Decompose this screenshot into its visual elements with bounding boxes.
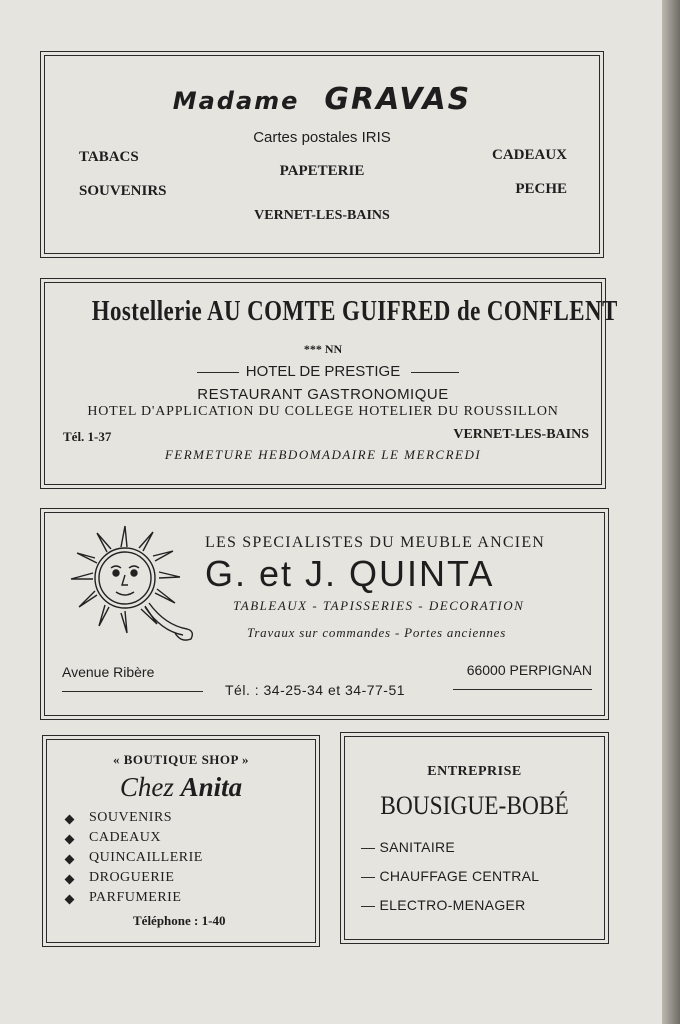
anita-name-second: Anita bbox=[180, 772, 243, 802]
hostellerie-phone: Tél. 1-37 bbox=[63, 429, 112, 444]
quinta-city: 66000 PERPIGNAN bbox=[466, 662, 592, 678]
hostellerie-hotel-line: HOTEL DE PRESTIGE bbox=[245, 363, 401, 380]
ad-quinta bbox=[40, 508, 609, 720]
bousigue-item-2: — CHAUFFAGE CENTRAL bbox=[361, 868, 540, 884]
diamond-bullet-icon bbox=[65, 855, 75, 865]
anita-item-1: SOUVENIRS bbox=[89, 810, 173, 825]
diamond-bullet-icon bbox=[65, 835, 75, 845]
anita-phone: Téléphone : 1-40 bbox=[133, 913, 226, 928]
quinta-phone: Tél. : 34-25-34 et 34-77-51 bbox=[225, 682, 406, 698]
sun-face-icon bbox=[65, 521, 197, 647]
gravas-right-item-1: CADEAUX bbox=[492, 147, 567, 163]
hostellerie-title: Hostellerie AU COMTE GUIFRED de CONFLENT bbox=[91, 296, 618, 327]
ad-madame-gravas bbox=[40, 51, 604, 258]
bousigue-item-3: — ELECTRO-MENAGER bbox=[361, 897, 526, 913]
bousigue-item-1: — SANITAIRE bbox=[361, 839, 456, 855]
anita-name-first: Chez bbox=[119, 772, 174, 802]
ad-bousigue-bobe bbox=[340, 732, 609, 944]
hostellerie-restaurant-line: RESTAURANT GASTRONOMIQUE bbox=[197, 386, 449, 403]
gravas-right-item-2: PECHE bbox=[515, 181, 567, 197]
gravas-left-item-2: SOUVENIRS bbox=[79, 183, 167, 199]
anita-item-3: QUINCAILLERIE bbox=[89, 850, 203, 865]
quinta-works: Travaux sur commandes - Portes anciennes bbox=[247, 625, 507, 640]
gravas-subtitle: Cartes postales IRIS bbox=[253, 129, 391, 146]
hostellerie-closing: FERMETURE HEBDOMADAIRE LE MERCREDI bbox=[164, 447, 482, 462]
bousigue-name: BOUSIGUE-BOBÉ bbox=[380, 791, 569, 820]
anita-item-2: CADEAUX bbox=[89, 830, 161, 845]
anita-item-5: PARFUMERIE bbox=[89, 890, 182, 905]
quinta-name: G. et J. QUINTA bbox=[205, 553, 495, 594]
anita-header: « BOUTIQUE SHOP » bbox=[113, 752, 249, 767]
hotel-rule-right bbox=[411, 372, 459, 373]
anita-name bbox=[43, 772, 319, 803]
gravas-left-item-1: TABACS bbox=[79, 149, 139, 165]
ad-chez-anita bbox=[42, 735, 320, 947]
diamond-bullet-icon bbox=[65, 815, 75, 825]
diamond-bullet-icon bbox=[65, 875, 75, 885]
gravas-title bbox=[41, 82, 603, 117]
gravas-center-item: PAPETERIE bbox=[279, 163, 365, 179]
hostellerie-college-line: HOTEL D'APPLICATION DU COLLEGE HOTELIER DU ROUSSILLON bbox=[87, 404, 559, 419]
hostellerie-location: VERNET-LES-BAINS bbox=[453, 427, 589, 442]
quinta-rule-right bbox=[453, 689, 592, 690]
anita-item-4: DROGUERIE bbox=[89, 870, 175, 885]
diamond-bullet-icon bbox=[65, 895, 75, 905]
bousigue-header: ENTREPRISE bbox=[427, 764, 522, 779]
ad-hostellerie bbox=[40, 278, 618, 489]
hostellerie-rating: *** NN bbox=[303, 342, 343, 356]
gravas-location: VERNET-LES-BAINS bbox=[254, 208, 390, 223]
quinta-tagline: LES SPECIALISTES DU MEUBLE ANCIEN bbox=[205, 534, 546, 551]
quinta-rule-left bbox=[62, 691, 203, 692]
quinta-services: TABLEAUX - TAPISSERIES - DECORATION bbox=[233, 598, 525, 613]
gravas-title-second: GRAVAS bbox=[324, 82, 472, 117]
quinta-address: Avenue Ribère bbox=[62, 664, 155, 680]
hostellerie-title-wrap bbox=[41, 296, 618, 328]
gravas-title-first: Madame bbox=[172, 87, 300, 115]
page-edge-shadow bbox=[662, 0, 680, 1024]
